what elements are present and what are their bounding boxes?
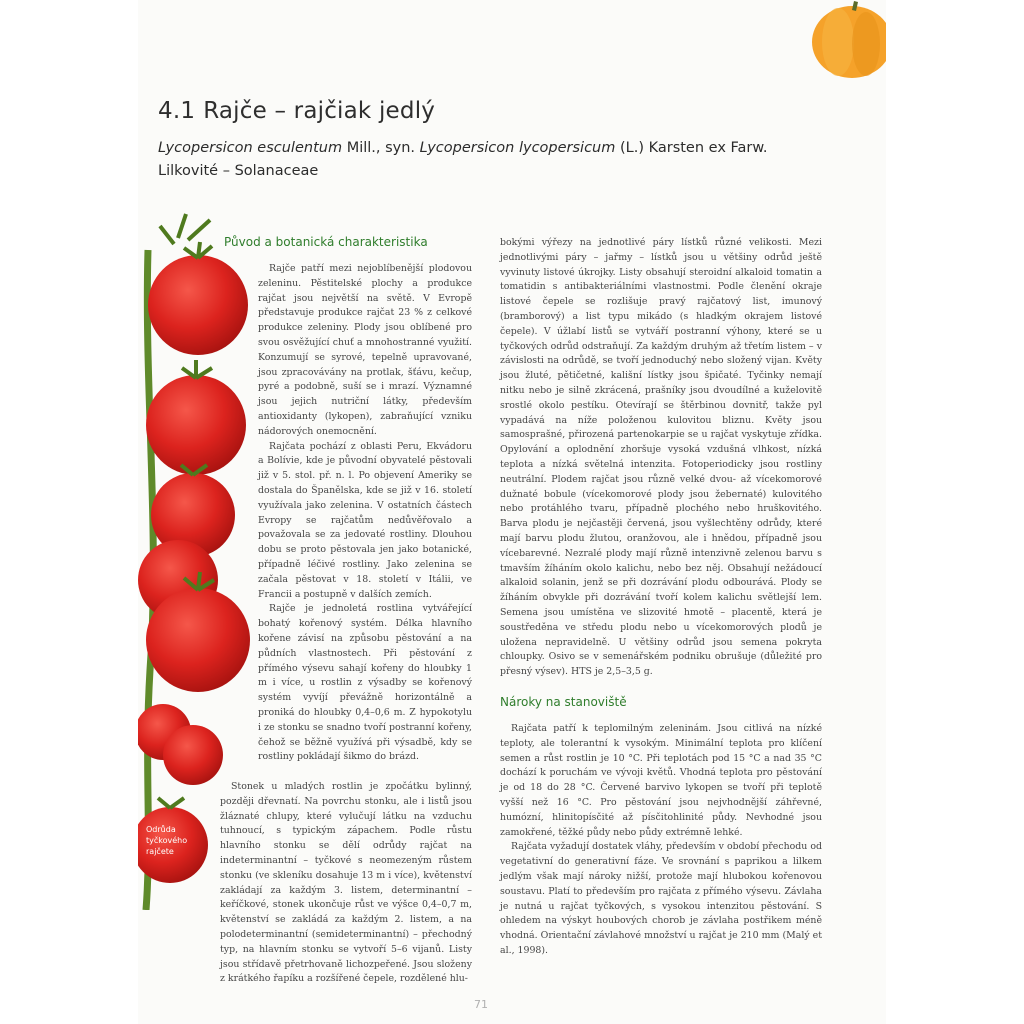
paragraph: Rajčata patří k teplomilným zeleninám. Jsou citlivá na nízké teploty, ale tolerantní k vysokým. Minimální teplota pro klíčení semen a růst rostlin je 10 °C. Při teplotách pod 15 °C a nad 35 °C dochází k poruchám ve vývoji květů. Vhodná teplota pro pěstování je od 18 do 28 °C. Červené barvivo lykopen se tvoří při teplotě vyšší než 16 °C. Pro pěstování jsou nejvhodnější záhřevné, humózní, hlinitopísčité až písčitohlinité půdy. Nevhodné jsou zamokřené, těžké půdy nebo půdy extrémně lehké. (500, 723, 822, 838)
paragraph: Rajčata pochází z oblasti Peru, Ekvádoru a Bolívie, kde je původní obyvatelé pěstovali již v 5. stol. př. n. l. Po objevení Ameriky se dostala do Španělska, kde se již v 16. století využívala jako zelenina. V ostatních částech Evropy se rajčatům nedůvěřovalo a považovala se za jedovaté rostliny. Dlouhou dobu se proto pěstovala jen jako botanické, případně léčivé rostliny. Jako zelenina se začala pěstovat v 18. století v Itálii, ve Francii a postupně v dalších zemích. (258, 440, 472, 600)
paragraph: Stonek u mladých rostlin je zpočátku bylinný, později dřevnatí. Na povrchu stonku, ale i listů jsou žláznaté chlupy, které vylučují látku na vzduchu tuhnoucí, s typickým zápachem. Podle růstu hlavního stonku se dělí odrůdy rajčat na indeterminantní – tyčkové s neomezeným růstem stonku (ve skleníku dosahuje 13 m i více), květenství zakládají za každým 3. listem, determinantní – keříčkové, stonek ukončuje růst ve výšce 0,4–0,7 m, květenství se zakládá za každým 2. listem, a na polodeterminantní (semideterminantní) – přechodný typ, na hlavním stonku se vytvoří 5–6 vijanů. Listy jsou střídavě přetrhovaně lichozpeřené. Jsou složeny z krátkého řapíku a rozšířené čepele, rozdělené hlu- (220, 781, 472, 985)
latin-author-1: Mill., syn. (346, 140, 416, 156)
caption-line-2: tyčkového (146, 836, 188, 845)
caption-line-1: Odrůda (146, 825, 176, 834)
plant-family: Lilkovité – Solanaceae (158, 163, 319, 179)
caption-line-3: rajčete (146, 847, 174, 856)
left-margin (0, 0, 138, 1024)
right-column-bottom (500, 722, 822, 959)
paragraph: Rajčata vyžadují dostatek vláhy, především v období přechodu od vegetativní do generativní fáze. Ve srovnání s paprikou a lilkem jedlým však mají nároky nižší, protože mají hlubokou kořenovou soustavu. Platí to především pro rajčata z přímého výsevu. Závlaha je nutná u rajčat tyčkových, s vysokou intenzitou pěstování. S ohledem na výskyt houbových chorob je závlaha postřikem méně vhodná. Orientační závlahové množství u rajčat je 210 mm (Malý et al., 1998). (500, 841, 822, 956)
book-page (138, 0, 886, 1024)
section-title-origin: Původ a botanická charakteristika (224, 235, 428, 249)
section-title-site: Nároky na stanoviště (500, 695, 627, 709)
paragraph-continuation: bokými výřezy na jednotlivé páry lístků různé velikosti. Mezi jednotlivými páry – jařmy – lístků jsou u většiny odrůd ještě vyvinuty listové úkrojky. Listy obsahují steroidní alkaloid tomatin a tomatidin s antibakteriálními vlastnostmi. Podle členění okraje listové čepele se rozlišuje pravý rajčatový list, imunový (bramborový) a list typu mikádo (s hladkým okrajem listové čepele). V úžlabí listů se vytváří postranní výhony, které se u tyčkových odrůd odstraňují. Za každým druhým až třetím listem – v závislosti na odrůdě, se tvoří jednoduchý nebo složený vijan. Květy jsou žluté, pětičetné, kališní lístky jsou špičaté. Tyčinky nemají nitku nebo je silně zkrácená, prašníky jsou dvoudílné a kuželovitě srostlé okolo pestíku. Otevírají se štěrbinou dovnitř, takže pyl vypadává na níže položenou kulovitou bliznu. Květy jsou samosprašné, přirozená partenokarpie se u rajčat vyskytuje zřídka. Opylování a oplodnění zhoršuje vysoká vzdušná vlhkost, nízká teplota a nízká světelná intenzita. Fotoperiodicky jsou rostliny neutrální. Plodem rajčat jsou různě velké dvou- až vícekomorové dužnaté bobule (vícekomorové plody jsou žebernaté) kulovitého nebo protáhlého tvaru, případně plochého nebo hruškovitého. Barva plodu je nejčastěji červená, jsou vyšlechtěny odrůdy, které mají barvu plodu žlutou, oranžovou, ale i hnědou, případně jsou vícebarevné. Nezralé plody mají různě intenzivně zelenou barvu s tmavším žíháním okolo kalichu, nebo bez něj. Obsahují nežádoucí alkaloid solanin, jenž se při dozrávání plodu odbourává. Plody se žíháním obvykle při dozrávání tvoří kolem kalichu světlejší lem. Semena jsou umístěna ve slizovité hmotě – placentě, která je soustředěna ve středu plodu nebo u vícekomorových plodů je uložena nepravidelně. U většiny odrůd jsou semena pokryta chloupky. Osivo se v semenářském podniku obrušuje (důležité pro přesný výsev). HTS je 2,5–3,5 g. (500, 237, 822, 678)
paragraph: Rajče je jednoletá rostlina vytvářející bohatý kořenový systém. Délka hlavního kořene závisí na způsobu pěstování a na půdních vlastnostech. Při pěstování z přímého výsevu sahají kořeny do hloubky 1 m i více, u rostlin z výsadby se kořenový systém vyvíjí převážně horizontálně a proniká do hloubky 0,4–0,6 m. Z hypokotylu i ze stonku se snadno tvoří postranní kořeny, čehož se běžně využívá při výsadbě, kdy se rostliny pokládají šikmo do brázd. (258, 603, 472, 763)
latin-name-1: Lycopersicon esculentum (158, 140, 343, 156)
chapter-title: Rajče – rajčiak jedlý (203, 98, 436, 124)
chapter-heading (158, 98, 435, 124)
page-number: 71 (474, 998, 488, 1011)
latin-name (158, 140, 768, 156)
left-column-bottom (154, 780, 472, 987)
pumpkin-image (808, 0, 886, 80)
latin-name-2: Lycopersicon lycopersicum (419, 140, 616, 156)
latin-author-2: (L.) Karsten ex Farw. (619, 140, 768, 156)
paragraph: Rajče patří mezi nejoblíbenější plodovou zeleninu. Pěstitelské plochy a produkce rajčat jsou největší na světě. V Evropě představuje produkce rajčat 23 % z celkové produkce zeleniny. Plody jsou oblíbené pro svou osvěžující chuť a mnohostranné využití. Konzumují se syrové, tepelně upravované, jsou zpracovávány na protlak, šťávu, kečup, pyré a podobně, suší se i mrazí. Významné jsou jejich nutriční látky, především antioxidanty (lykopen), zabraňující vzniku nádorových onemocnění. (258, 263, 472, 437)
right-margin (886, 0, 1024, 1024)
right-column-top (500, 236, 822, 680)
left-column-top (258, 262, 472, 765)
chapter-number: 4.1 (158, 98, 196, 124)
